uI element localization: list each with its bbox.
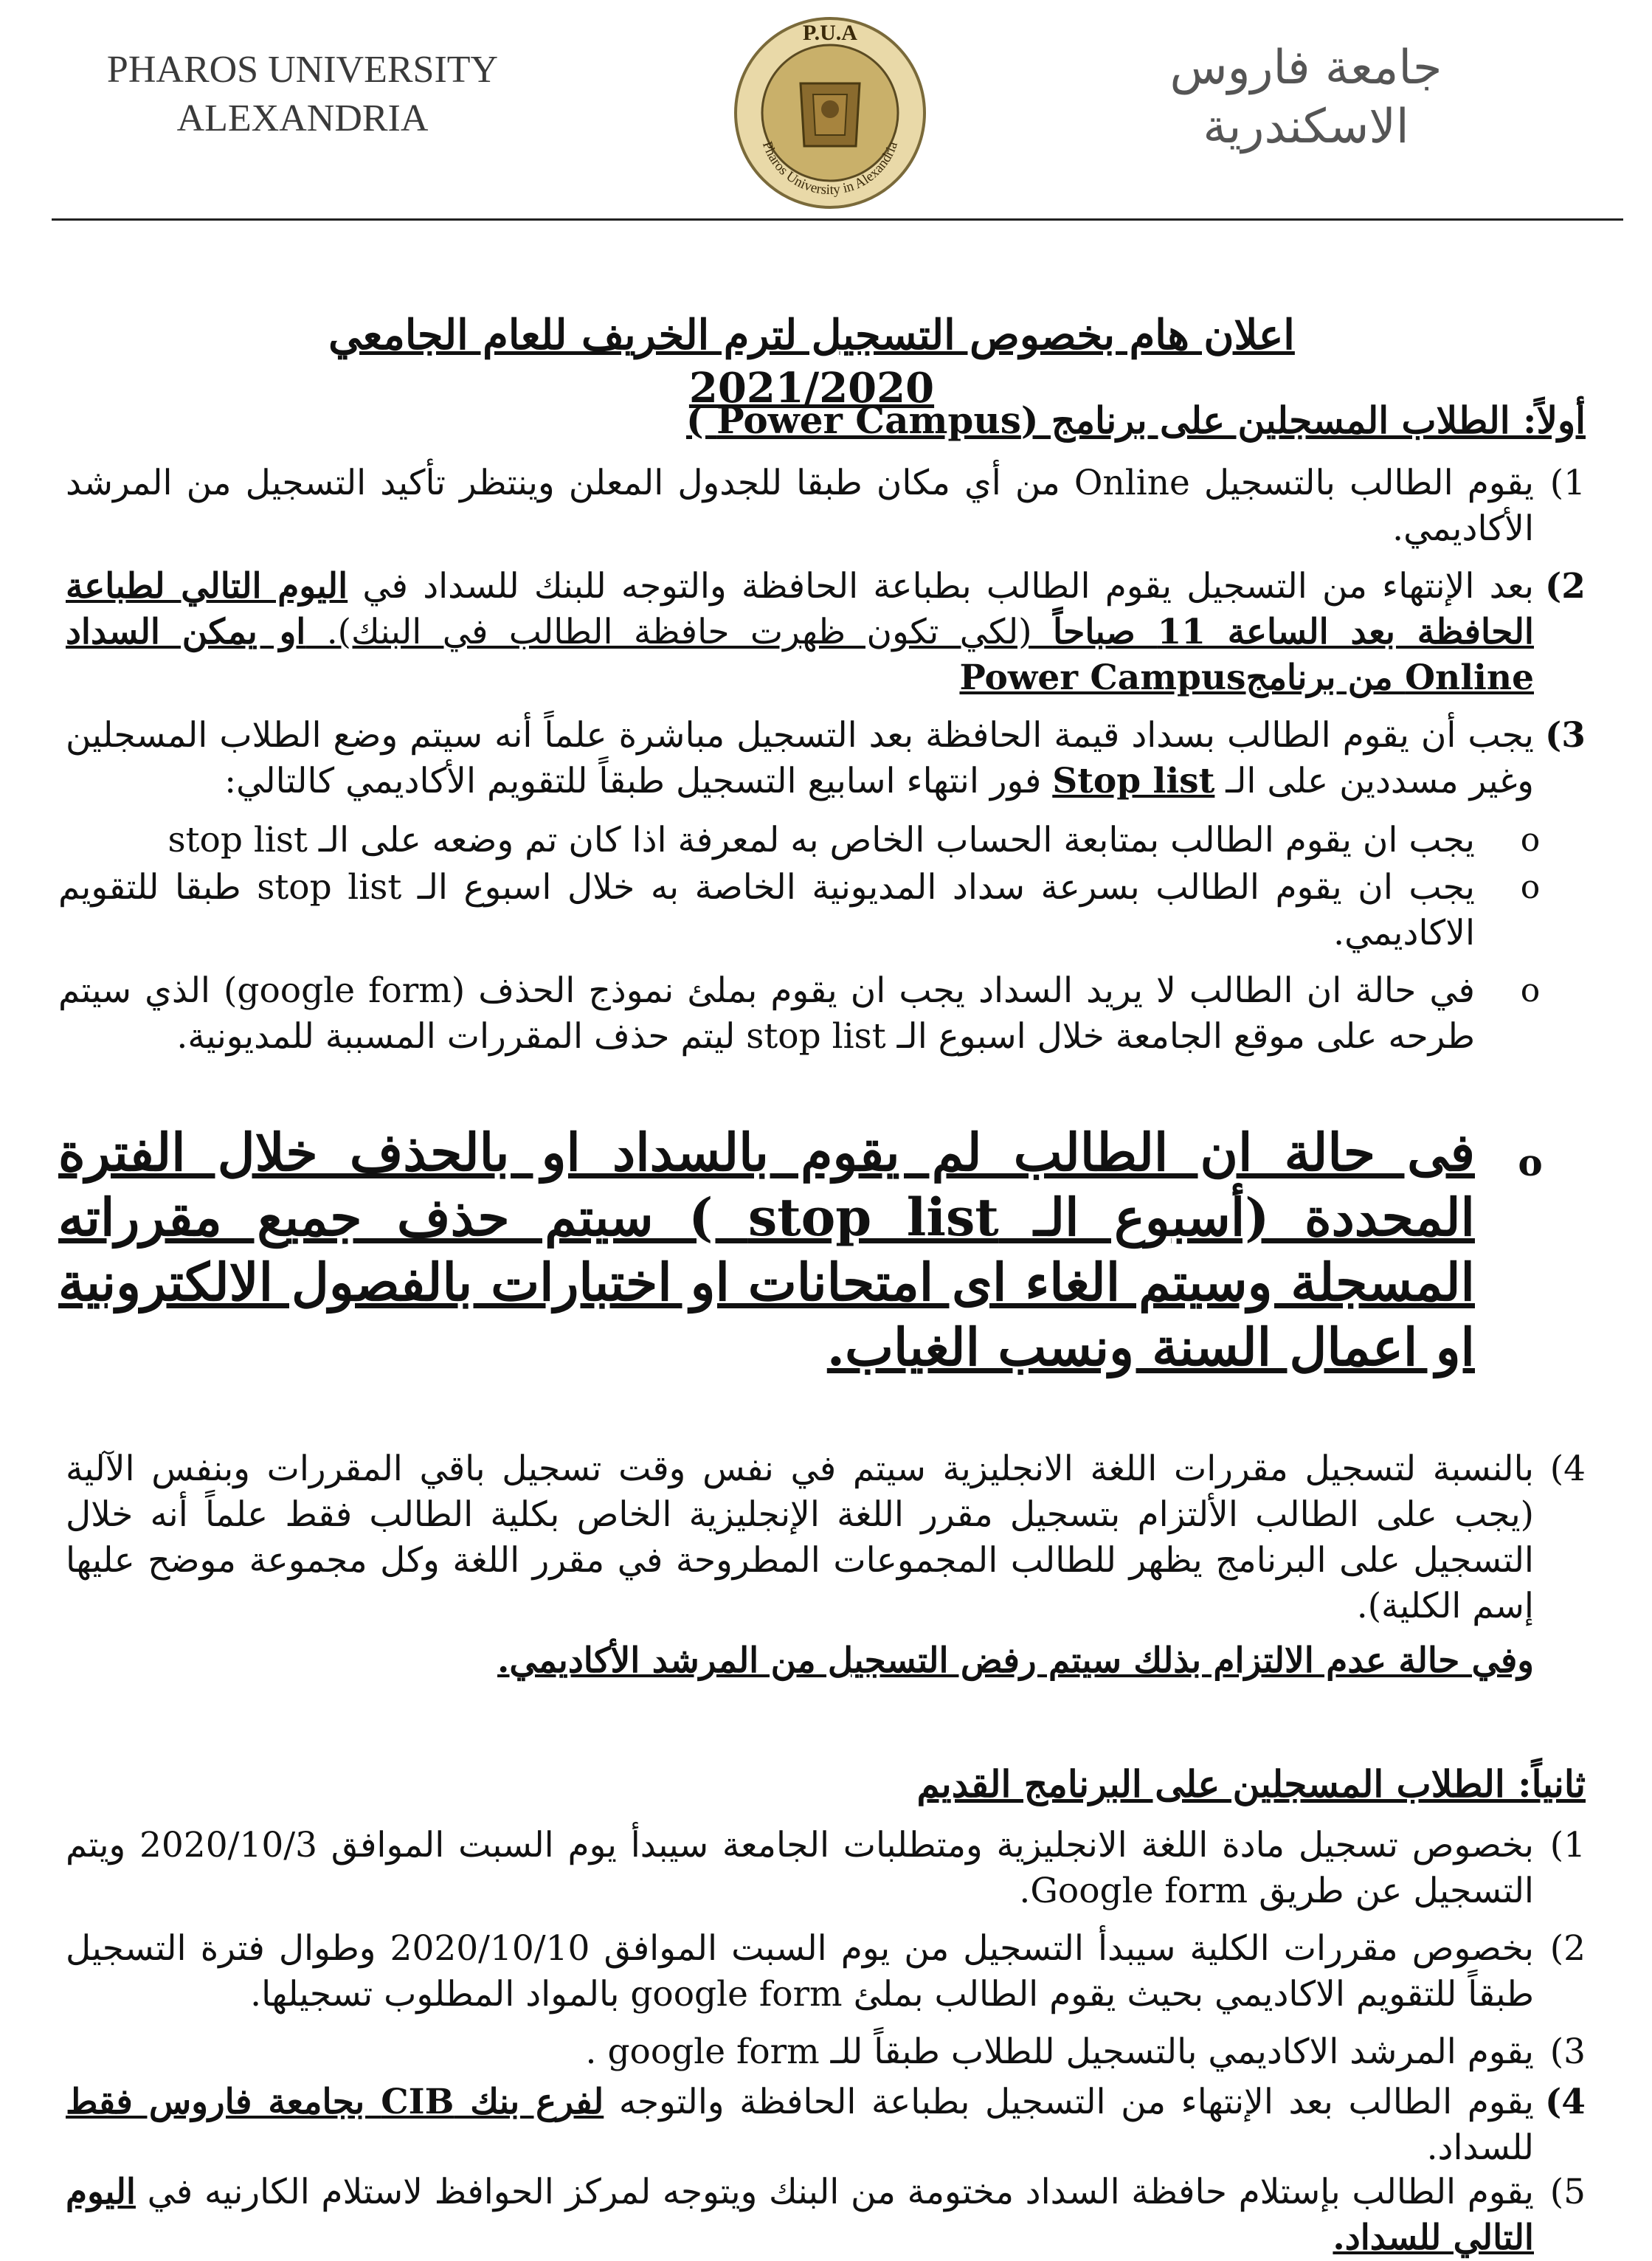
section1-item-1: 1) يقوم الطالب بالتسجيل Online من أي مكان طبقا للجدول المعلن وينتظر تأكيد التسجيل من المرشد الأكاديمي.	[66, 463, 1586, 549]
section2-item-5: 5) يقوم الطالب بإستلام حافظة السداد مختومة من البنك ويتوجه لمركز الحوافظ لاستلام الكارنيه في اليوم التالي للسداد.	[66, 2172, 1586, 2258]
section2-item-3: 3) يقوم المرشد الاكاديمي بالتسجيل للطلاب طبقاً للـ google form .	[585, 2032, 1586, 2072]
section2-heading: ثانياً: الطلاب المسجلين على البرنامج القديم	[916, 1762, 1586, 1806]
university-name-english	[74, 46, 531, 143]
section1-warning-note: وفي حالة عدم الالتزام بذلك سيتم رفض التسجيل من المرشد الأكاديمي.	[497, 1640, 1534, 1681]
logo-ring-text: Pharos University in Alexandria	[758, 139, 902, 199]
english-name-line2: ALEXANDRIA	[176, 97, 429, 139]
bullet-item-2: o يجب ان يقوم الطالب بسرعة سداد المديونية الخاصة به خلال اسبوع الـ stop list طبقا للتقويم الاكاديمي.	[58, 867, 1541, 953]
section1-item-4: 4) بالنسبة لتسجيل مقررات اللغة الانجليزية سيتم في نفس وقت تسجيل باقي المقررات وبنفس الآلية (يجب على الطالب الألتزام بتسجيل مقرر اللغة الإنجليزية الخاص بكلية الطالب فقط علماً أنه خلال التسجيل على البرنامج يظهر للطالب المجموعات المطروحة في مقرر اللغة وكل مجموعة موضح عليها إسم الكلية).	[66, 1449, 1586, 1626]
header-divider	[52, 218, 1623, 221]
bullet-item-4: o فى حالة ان الطالب لم يقوم بالسداد او بالحذف خلال الفترة المحددة (أسبوع الـ stop list ) سيتم حذف جميع مقرراته المسجلة وسيتم الغاء اى امتحانات او اختبارات بالفصول الالكترونية او اعمال السنة ونسب الغياب.	[58, 1122, 1543, 1378]
section1-item-3: 3) يجب أن يقوم الطالب بسداد قيمة الحافظة بعد التسجيل مباشرة علماً أنه سيتم وضع الطلاب المسجلين وغير مسددين على الـ Stop list فور انتهاء اسابيع التسجيل طبقاً للتقويم الأكاديمي كالتالي:	[66, 715, 1586, 801]
title-text: اعلان هام بخصوص التسجيل لترم الخريف للعام الجامعي 2021/2020	[328, 311, 1295, 412]
section2-item-1: 1) بخصوص تسجيل مادة اللغة الانجليزية ومتطلبات الجامعة سيبدأ يوم السبت الموافق 2020/10/3 ويتم التسجيل عن طريق Google form.	[66, 1825, 1586, 1911]
logo-top-text: P.U.A	[803, 21, 857, 45]
arabic-name-line2: الاسكندرية	[1203, 100, 1409, 154]
english-name-line1: PHAROS UNIVERSITY	[106, 49, 499, 91]
section1-heading: أولاً: الطلاب المسجلين على برنامج (Power Campus )	[686, 398, 1586, 442]
section2-item-4: 4) يقوم الطالب بعد الإنتهاء من التسجيل بطباعة الحافظة والتوجه لفرع بنك CIB بجامعة فاروس فقط للسداد.	[66, 2082, 1586, 2168]
bullet-item-3: o في حالة ان الطالب لا يريد السداد يجب ان يقوم بملئ نموذج الحذف (google form) الذي سيتم طرحه على موقع الجامعة خلال اسبوع الـ stop list ليتم حذف المقررات المسببة للمديونية.	[58, 970, 1541, 1057]
bullet-item-1: o يجب ان يقوم الطالب بمتابعة الحساب الخاص به لمعرفة اذا كان تم وضعه على الـ stop list	[167, 820, 1541, 860]
university-seal-logo	[730, 13, 930, 213]
university-name-arabic	[1107, 38, 1505, 156]
arabic-name-line1: جامعة فاروس	[1169, 41, 1442, 95]
section1-item-2: 2) بعد الإنتهاء من التسجيل يقوم الطالب بطباعة الحافظة والتوجه للبنك للسداد في اليوم التالي لطباعة الحافظة بعد الساعة 11 صباحاً (لكي تكون ظهرت حافظة الطالب في البنك). او يمكن السداد Online من برنامجPower Campus	[66, 566, 1586, 698]
section2-item-2: 2) بخصوص مقررات الكلية سيبدأ التسجيل من يوم السبت الموافق 2020/10/10 وطوال فترة التسجيل طبقاً للتقويم الاكاديمي بحيث يقوم الطالب بملئ google form بالمواد المطلوب تسجيلها.	[66, 1928, 1586, 2015]
